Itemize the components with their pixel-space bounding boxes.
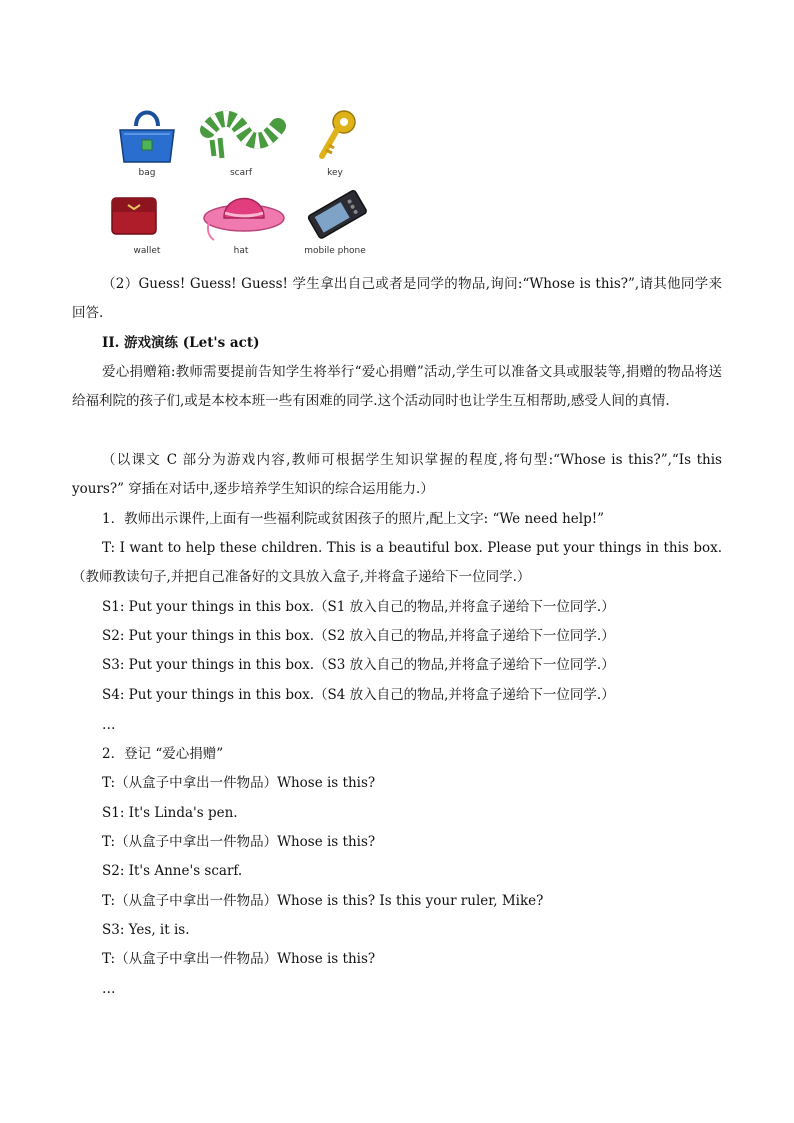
bag-item — [100, 100, 194, 180]
section-heading: II. 游戏演练 (Let's act) — [102, 335, 260, 351]
step-two: 2．登记 “爱心捐赠” — [102, 746, 224, 762]
donation-paragraph: 爱心捐赠箱:教师需要提前告知学生将举行“爱心捐赠”活动,学生可以准备文具或服装等,捐赠的物品将送给福利院的孩子们,或是本校本班一些有困难的同学.这个活动同时也让学生互相帮助,感受人间的真情. — [72, 364, 722, 409]
student-line: S3: Put your things in this box.（S3 放入自己的物品,并将盒子递给下一位同学.） — [102, 657, 615, 673]
bag-icon — [100, 100, 194, 170]
figure-caption: bag — [138, 168, 156, 178]
ellipsis: … — [102, 717, 116, 733]
hat-item — [194, 180, 288, 260]
dialogue-line: S1: It's Linda's pen. — [102, 805, 238, 821]
scarf-icon — [194, 100, 288, 170]
student-line: S2: Put your things in this box.（S2 放入自己的物品,并将盒子递给下一位同学.） — [102, 628, 615, 644]
mobile-phone-item — [288, 180, 382, 260]
dialogue-line: T:（从盒子中拿出一件物品）Whose is this? — [102, 834, 376, 850]
guess-paragraph: （2）Guess! Guess! Guess! 学生拿出自己或者是同学的物品,询问:“Whose is this?”,请其他同学来回答. — [72, 276, 722, 321]
wallet-item — [100, 180, 194, 260]
dialogue-line: T:（从盒子中拿出一件物品）Whose is this? — [102, 951, 376, 967]
ellipsis: … — [102, 981, 116, 997]
student-line: S1: Put your things in this box.（S1 放入自己的物品,并将盒子递给下一位同学.） — [102, 599, 615, 615]
step-one: 1．教师出示课件,上面有一些福利院或贫困孩子的照片,配上文字: “We need help!” — [102, 511, 605, 527]
figure-caption: hat — [233, 246, 249, 256]
dialogue-line: T:（从盒子中拿出一件物品）Whose is this? Is this your ruler, Mike? — [102, 893, 544, 909]
key-icon — [288, 100, 382, 170]
mobile-phone-icon — [288, 180, 382, 246]
figure-caption: key — [327, 168, 343, 178]
key-item — [288, 100, 382, 180]
dialogue-line: T:（从盒子中拿出一件物品）Whose is this? — [102, 775, 376, 791]
dialogue-line: S3: Yes, it is. — [102, 922, 190, 938]
figure-caption: wallet — [133, 246, 161, 256]
teacher-line: T: I want to help these children. This is a beautiful box. Please put your things in this box.（教师教读句子,并把自己准备好的文具放入盒子,并将盒子递给下一位同学.） — [72, 540, 722, 585]
vocabulary-picture — [100, 100, 382, 260]
figure-caption: scarf — [229, 168, 253, 178]
hat-icon — [194, 180, 288, 246]
student-line: S4: Put your things in this box.（S4 放入自己的物品,并将盒子递给下一位同学.） — [102, 687, 615, 703]
dialogue-line: S2: It's Anne's scarf. — [102, 863, 243, 879]
game-note-paragraph: （以课文 C 部分为游戏内容,教师可根据学生知识掌握的程度,将句型:“Whose is this?”,“Is this yours?” 穿插在对话中,逐步培养学生知识的综合运用能力.） — [72, 452, 722, 497]
wallet-icon — [100, 180, 194, 246]
figure-caption: mobile phone — [304, 246, 366, 256]
scarf-item — [194, 100, 288, 180]
